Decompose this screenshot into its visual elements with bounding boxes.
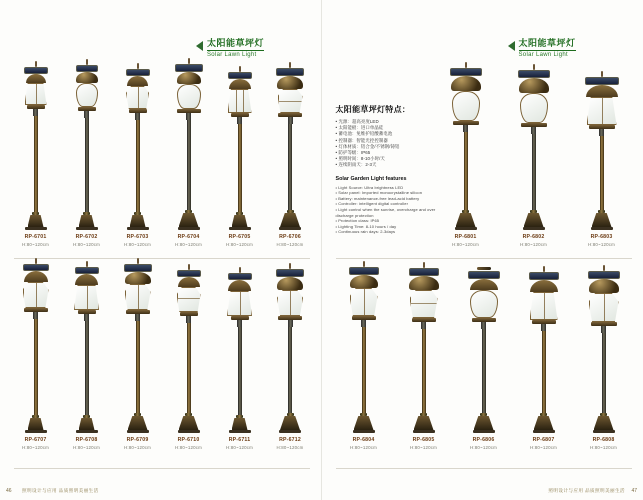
- product-code: RP-6802: [522, 234, 545, 240]
- product-dimension: H:80~120cm: [72, 241, 101, 247]
- feature-item: • Continuous rain days: 2-3days: [335, 229, 396, 235]
- product-code: RP-6708: [75, 437, 98, 443]
- product-dimension: H:80~120cm: [123, 444, 152, 450]
- product-row-right-1: [432, 75, 637, 247]
- product-dimension: H:80~120cm: [72, 444, 101, 450]
- product-code: RP-6706: [279, 234, 301, 240]
- product-code: RP-6711: [228, 437, 251, 443]
- product-item[interactable]: [112, 268, 163, 450]
- product-item[interactable]: [500, 75, 568, 247]
- product-code: RP-6808: [592, 437, 615, 443]
- feature-item: • 照明时间：8-10小时/天: [335, 156, 385, 162]
- page-footer-left: 照明设计与应用 品质照明美丽生活: [22, 488, 99, 493]
- feature-item: • Light control when the sunrise, overcharge and over: [335, 207, 436, 212]
- feature-item: • 防护等级：IP65: [335, 150, 371, 156]
- product-code: RP-6707: [24, 437, 47, 443]
- banner-title-en: Solar Lawn Light: [518, 52, 568, 58]
- product-item[interactable]: [334, 268, 394, 450]
- product-dimension: H:80~120cm: [21, 241, 50, 247]
- feature-item: • Solar panel: Imported monocrystalline silicon: [335, 190, 423, 196]
- section-banner-left: [196, 38, 264, 58]
- product-dimension: H:80~120cm: [589, 444, 618, 450]
- feature-item: • Light Source: Ultra brightness LED: [335, 184, 404, 190]
- product-dimension: H:80~120cm: [174, 444, 203, 450]
- product-item[interactable]: [163, 75, 214, 247]
- product-code: RP-6801: [454, 234, 477, 240]
- feature-items-en: [335, 184, 436, 235]
- product-code: RP-6705: [228, 234, 251, 240]
- product-item[interactable]: [163, 268, 214, 450]
- product-code: RP-6710: [177, 437, 200, 443]
- banner-title-cn: 太阳能草坪灯: [207, 38, 264, 51]
- product-item[interactable]: [394, 268, 454, 450]
- triangle-marker-icon: [196, 41, 203, 51]
- product-code: RP-6805: [412, 437, 435, 443]
- row-divider: [14, 468, 310, 469]
- product-item[interactable]: [10, 268, 61, 450]
- product-code: RP-6807: [532, 437, 555, 443]
- product-dimension: H:80~120cm: [276, 444, 304, 450]
- product-row-right-2: [334, 268, 636, 450]
- product-code: RP-6712: [279, 437, 301, 443]
- row-divider: [14, 258, 310, 259]
- product-dimension: H:80~120cm: [587, 241, 616, 247]
- product-item[interactable]: [568, 75, 636, 247]
- feature-item: • 光源：超高亮度LED: [335, 119, 379, 124]
- product-dimension: H:80~120cm: [174, 241, 203, 247]
- product-dimension: H:80~120cm: [519, 241, 548, 247]
- product-item[interactable]: [574, 268, 634, 450]
- product-item[interactable]: [514, 268, 574, 450]
- feature-list: [335, 104, 436, 235]
- product-item[interactable]: [454, 268, 514, 450]
- product-dimension: H:80~120cm: [123, 241, 152, 247]
- product-dimension: H:80~120cm: [225, 444, 254, 450]
- section-banner-right: [508, 38, 576, 58]
- feature-title-en: Solar Garden Light features: [335, 175, 407, 182]
- product-dimension: H:80~120cm: [225, 241, 254, 247]
- feature-item: • 蓄电池：免维护铅酸蓄电池: [335, 131, 393, 137]
- banner-title-cn: 太阳能草坪灯: [519, 38, 576, 51]
- feature-item: • Battery: maintenance-free lead-acid battery: [335, 195, 420, 201]
- product-item[interactable]: [112, 75, 163, 247]
- product-code: RP-6804: [352, 437, 375, 443]
- product-item[interactable]: [61, 75, 112, 247]
- page-number-left: 46: [6, 488, 12, 494]
- row-divider: [336, 258, 632, 259]
- product-dimension: H:80~120cm: [409, 444, 438, 450]
- feature-item: • 连续阴雨天：2-3天: [335, 162, 377, 168]
- product-code: RP-6803: [590, 234, 613, 240]
- banner-title-en: Solar Lawn Light: [207, 52, 257, 58]
- product-item[interactable]: [265, 268, 315, 450]
- product-dimension: H:80~120cm: [276, 241, 304, 247]
- feature-items-cn: [336, 119, 432, 169]
- feature-item: • Lighting Time: 8-10 hours / day: [335, 223, 397, 229]
- feature-item: • 太阳能板：进口单晶硅: [335, 125, 384, 131]
- feature-title-cn: 太阳能草坪灯特点：: [335, 105, 411, 114]
- product-row-left-1: [10, 75, 315, 247]
- product-code: RP-6703: [126, 234, 149, 240]
- product-item[interactable]: [432, 75, 500, 247]
- feature-item: discharge protection: [335, 212, 374, 218]
- product-code: RP-6704: [177, 234, 200, 240]
- right-page: [322, 0, 643, 500]
- page-number-right: 47: [631, 488, 637, 494]
- row-divider: [336, 468, 632, 469]
- product-item[interactable]: [10, 75, 61, 247]
- product-dimension: H:80~120cm: [451, 241, 480, 247]
- product-code: RP-6702: [75, 234, 98, 240]
- product-code: RP-6709: [126, 437, 149, 443]
- product-row-left-2: [10, 268, 315, 450]
- product-dimension: H:80~120cm: [469, 444, 498, 450]
- feature-item: • Protection class: IP65: [335, 218, 380, 224]
- product-dimension: H:80~120cm: [21, 444, 50, 450]
- feature-item: • 灯体材质：铝合金/不锈钢/铸铝: [335, 143, 400, 149]
- product-item[interactable]: [214, 75, 265, 247]
- product-code: RP-6806: [472, 437, 495, 443]
- feature-item: • 控制器：智能光控控制器: [335, 137, 388, 143]
- page-footer-right: 照明设计与应用 品质照明美丽生活: [548, 488, 625, 493]
- product-item[interactable]: [265, 75, 315, 247]
- product-item[interactable]: [61, 268, 112, 450]
- product-code: RP-6701: [24, 234, 47, 240]
- product-dimension: H:80~120cm: [349, 444, 378, 450]
- feature-item: • Controller: intelligent digital controller: [335, 201, 408, 207]
- triangle-marker-icon: [508, 41, 515, 51]
- product-dimension: H:80~120cm: [529, 444, 558, 450]
- product-item[interactable]: [214, 268, 265, 450]
